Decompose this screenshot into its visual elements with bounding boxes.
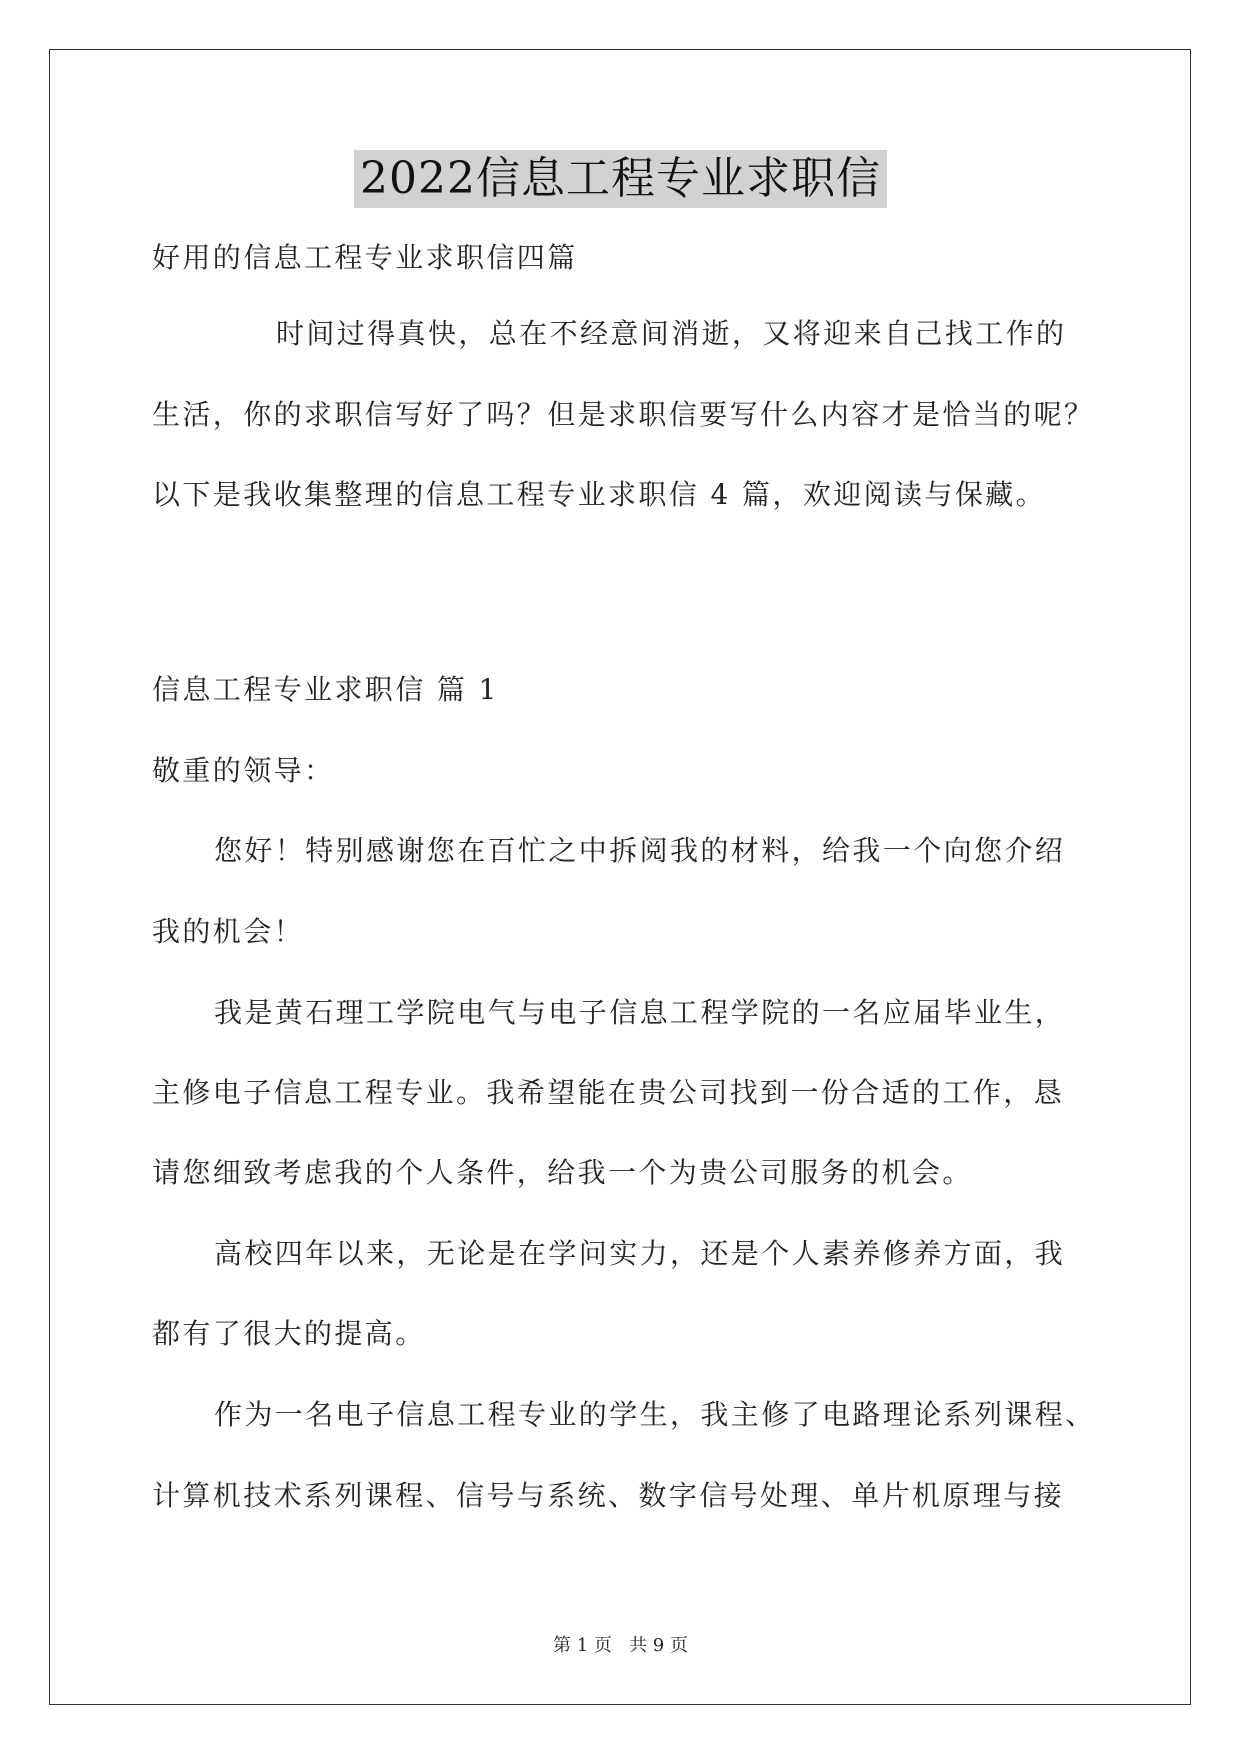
- body-line: 作为一名电子信息工程专业的学生，我主修了电路理论系列课程、: [214, 1398, 1096, 1431]
- body-line: 主修电子信息工程专业。我希望能在贵公司找到一份合适的工作，恳: [152, 1076, 1065, 1109]
- body-line: 请您细致考虑我的个人条件，给我一个为贵公司服务的机会。: [152, 1156, 973, 1189]
- intro-line: 时间过得真快，总在不经意间消逝，又将迎来自己找工作的: [276, 317, 1067, 350]
- title-container: [0, 150, 1241, 208]
- body-line: 我的机会！: [152, 915, 305, 948]
- page-number: 第 1 页 共 9 页: [553, 1635, 688, 1656]
- body-line: 高校四年以来，无论是在学问实力，还是个人素养修养方面，我: [214, 1237, 1066, 1270]
- body-line: 您好！特别感谢您在百忙之中拆阅我的材料，给我一个向您介绍: [214, 834, 1066, 867]
- page-border: [49, 49, 1191, 1705]
- section-heading: 信息工程专业求职信 篇 1: [152, 673, 499, 706]
- intro-line: 生活，你的求职信写好了吗？但是求职信要写什么内容才是恰当的呢？: [152, 398, 1095, 431]
- intro-line: 以下是我收集整理的信息工程专业求职信 4 篇，欢迎阅读与保藏。: [152, 478, 1047, 511]
- body-line: 我是黄石理工学院电气与电子信息工程学院的一名应届毕业生，: [214, 996, 1066, 1029]
- subtitle: 好用的信息工程专业求职信四篇: [152, 241, 578, 274]
- salutation: 敬重的领导：: [152, 754, 335, 787]
- body-line: 计算机技术系列课程、信号与系统、数字信号处理、单片机原理与接: [152, 1479, 1065, 1512]
- document-title: 2022信息工程专业求职信: [354, 150, 887, 208]
- body-line: 都有了很大的提高。: [152, 1317, 426, 1350]
